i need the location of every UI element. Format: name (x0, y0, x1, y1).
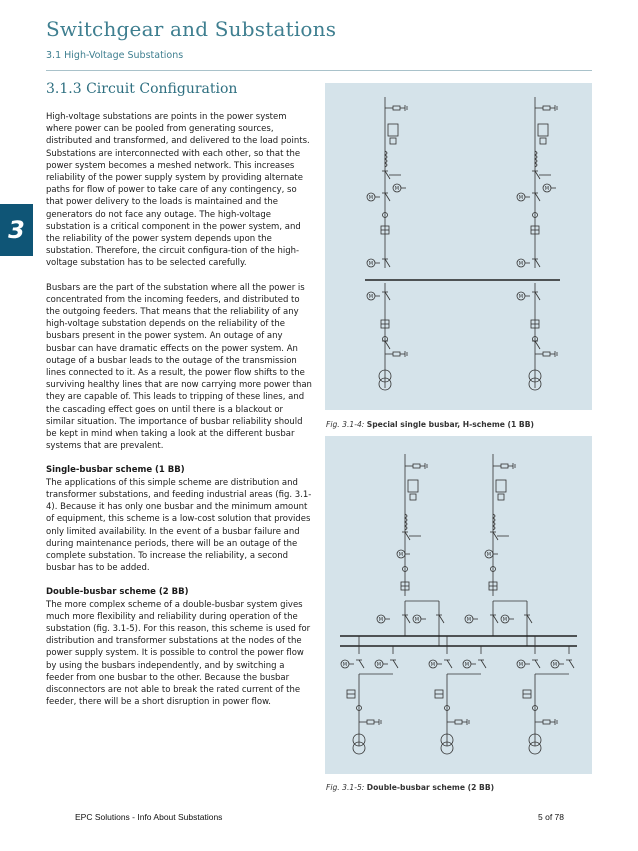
paragraph-single-busbar: The applications of this simple scheme are distribution and transformer substations, and feeding industrial areas (fig. 3.1-4). Because it has only one busbar and the minimum amount of equipment, this scheme is a low-cost solution that provides only limited availability. In the event of a busbar failure and during maintenance periods, there will be an outage of the complete substation. To increase the reliability, a second busbar has to be added. (46, 477, 312, 574)
motor-label: M (430, 661, 436, 668)
disconnector-symbol (481, 660, 486, 668)
disconnector-symbol (405, 615, 410, 623)
footer-page-number: 5 of 78 (538, 812, 564, 822)
motor-label: M (552, 661, 558, 668)
surge-arrester-symbol (501, 464, 508, 468)
motor-label: M (368, 260, 374, 267)
figure-double-busbar (325, 436, 592, 774)
motor-label: M (368, 194, 374, 201)
motor-label: M (398, 551, 404, 558)
subheading-single-busbar: Single-busbar scheme (1 BB) (46, 465, 185, 476)
motor-label: M (518, 661, 524, 668)
surge-arrester-symbol (393, 352, 400, 356)
cable-sealing-symbol (498, 494, 504, 500)
disconnector-symbol (569, 660, 574, 668)
disconnector-symbol (535, 660, 540, 668)
motor-label: M (518, 194, 524, 201)
disconnector-symbol (385, 292, 390, 300)
voltage-transformer-symbol (496, 480, 506, 492)
figure-number: Fig. 3.1-5: (326, 783, 365, 792)
voltage-transformer-symbol (538, 124, 548, 136)
section-title: 3.1.3 Circuit Configuration (46, 81, 238, 97)
motor-label: M (518, 293, 524, 300)
page-header-subtitle: 3.1 High-Voltage Substations (46, 50, 184, 61)
figure-title: Double-busbar scheme (2 BB) (366, 783, 495, 792)
motor-label: M (342, 661, 348, 668)
disconnector-symbol (527, 615, 532, 623)
surge-arrester-symbol (543, 720, 550, 724)
disconnector-symbol (393, 660, 398, 668)
disconnector-symbol (447, 660, 452, 668)
chapter-tab: 3 (0, 204, 33, 256)
surge-arrester-symbol (367, 720, 374, 724)
double-busbar-diagram (325, 436, 592, 774)
motor-label: M (414, 616, 420, 623)
motor-label: M (486, 551, 492, 558)
disconnector-symbol (385, 341, 390, 349)
cable-sealing-symbol (540, 138, 546, 144)
voltage-transformer-symbol (388, 124, 398, 136)
voltage-transformer-symbol (408, 480, 418, 492)
disconnector-symbol (385, 193, 390, 201)
disconnector-symbol (493, 615, 498, 623)
footer-document-title: EPC Solutions - Info About Substations (75, 812, 223, 822)
figure-h-scheme (325, 83, 592, 410)
page-header-title: Switchgear and Substations (46, 17, 337, 41)
surge-arrester-symbol (413, 464, 420, 468)
motor-label: M (502, 616, 508, 623)
motor-label: M (466, 616, 472, 623)
motor-label: M (518, 260, 524, 267)
disconnector-symbol (535, 292, 540, 300)
motor-label: M (394, 185, 400, 192)
disconnector-symbol (535, 341, 540, 349)
figure-caption-h-scheme (326, 420, 534, 429)
surge-arrester-symbol (393, 106, 400, 110)
disconnector-symbol (359, 660, 364, 668)
h-scheme-diagram (325, 83, 592, 410)
surge-arrester-symbol (543, 106, 550, 110)
header-divider (46, 70, 592, 71)
motor-label: M (376, 661, 382, 668)
subheading-double-busbar: Double-busbar scheme (2 BB) (46, 587, 189, 598)
surge-arrester-symbol (455, 720, 462, 724)
figure-caption-double-busbar (326, 783, 494, 792)
motor-label: M (378, 616, 384, 623)
body-text-column (46, 111, 314, 708)
disconnector-symbol (439, 615, 444, 623)
disconnector-symbol (535, 259, 540, 267)
cable-sealing-symbol (390, 138, 396, 144)
figure-number: Fig. 3.1-4: (326, 420, 365, 429)
disconnector-symbol (385, 259, 390, 267)
paragraph-busbars: Busbars are the part of the substation where all the power is concentrated from the incoming feeders, and distributed to the outgoing feeders. That means that the reliability of any high-voltage substation depends on the reliability of the busbars present in the power system. An outage of any busbar can have dramatic effects on the power system. An outage of a busbar leads to the outage of the transmission lines connected to it. As a result, the power flow shifts to the surviving healthy lines that are now carrying more power than they are capable of. This leads to tripping of these lines, and the cascading effect goes on until there is a blackout or similar situation. The importance of busbar reliability should be kept in mind when taking a look at the different busbar systems that are prevalent. (46, 282, 312, 452)
disconnector-symbol (535, 193, 540, 201)
motor-label: M (368, 293, 374, 300)
motor-label: M (544, 185, 550, 192)
figure-title: Special single busbar, H-scheme (1 BB) (366, 420, 534, 429)
motor-label: M (464, 661, 470, 668)
paragraph-double-busbar: The more complex scheme of a double-busbar system gives much more flexibility and reliability during operation of the substation (fig. 3.1-5). For this reason, this scheme is used for distribution and transformer substations at the nodes of the power supply system. It is possible to control the power flow by using the busbars independently, and by switching a feeder from one busbar to the other. Because the busbar disconnectors are not able to break the rated current of the feeder, there will be a short disruption in power flow. (46, 599, 311, 708)
paragraph-intro: High-voltage substations are points in the power system where power can be pooled from generating sources, distributed and transformed, and delivered to the load points. Substations are interconnected with each other, so that the power system becomes a meshed network. This increases reliability of the power supply system by providing alternate paths for flow of power to take care of any contingency, so that power delivery to the loads is maintained and the generators do not face any outage. The high-voltage substation is a critical component in the power system, and the reliability of the power system depends upon the substation. Therefore, the circuit configura-tion of the high-voltage substation has to be selected carefully. (46, 112, 310, 269)
surge-arrester-symbol (543, 352, 550, 356)
cable-sealing-symbol (410, 494, 416, 500)
